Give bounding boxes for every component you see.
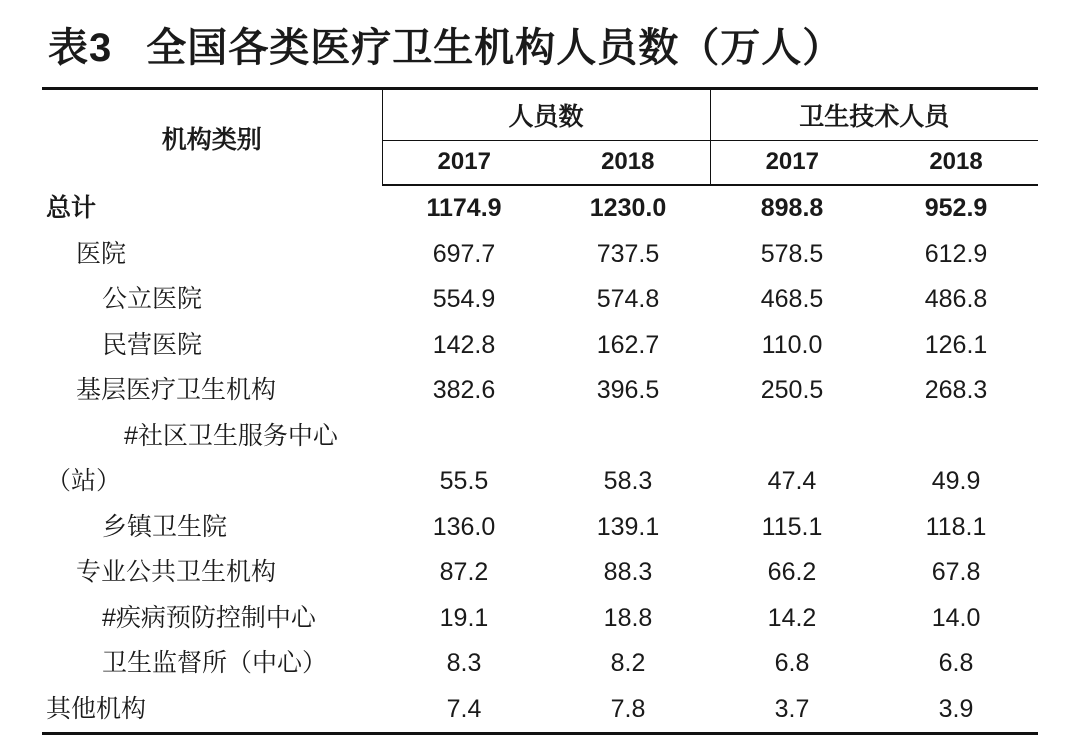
- row-label: 专业公共卫生机构: [76, 558, 277, 586]
- row-label: #疾病预防控制中心: [102, 603, 316, 632]
- cell-total-2018: 574.8: [596, 285, 660, 313]
- cell-total-2018: 8.2: [610, 649, 646, 677]
- cell-total-2017: 55.5: [439, 467, 489, 495]
- row-label: 民营医院: [102, 330, 203, 359]
- column-header-total-2018: 2018: [546, 141, 710, 186]
- cell-total-2017: 8.3: [446, 649, 482, 677]
- cell-total-2018: 88.3: [603, 558, 653, 586]
- cell-total-2018: 7.8: [546, 687, 710, 734]
- cell-tech-2018: 612.9: [924, 239, 988, 268]
- row-label: 卫生监督所（中心）: [102, 649, 328, 677]
- table-number: 表3: [48, 26, 113, 70]
- row-label: 乡镇卫生院: [102, 512, 228, 541]
- column-header-category: 机构类别: [42, 89, 382, 186]
- column-header-tech-2017: 2017: [710, 141, 874, 186]
- cell-tech-2017: 110.0: [761, 330, 823, 359]
- cell-tech-2018: 14.0: [931, 603, 981, 632]
- cell-total-2017: 382.6: [432, 376, 496, 404]
- cell-tech-2018: 67.8: [931, 558, 981, 586]
- column-header-tech-2018: 2018: [874, 141, 1038, 186]
- cell-total-2018: 162.7: [596, 330, 660, 359]
- column-header-total-2017: 2017: [382, 141, 546, 186]
- cell-tech-2017: [710, 414, 874, 460]
- cell-total-2017: [382, 414, 546, 460]
- cell-tech-2017: 578.5: [760, 239, 824, 268]
- cell-total-2017: 697.7: [432, 239, 496, 268]
- column-group-header-total-staff: 人员数: [382, 89, 710, 141]
- cell-total-2018: 396.5: [596, 376, 660, 404]
- cell-tech-2018: 952.9: [924, 194, 988, 222]
- cell-tech-2018: 268.3: [924, 376, 988, 404]
- table-body: [42, 185, 1038, 734]
- column-group-header-health-technicians: 卫生技术人员: [710, 89, 1038, 141]
- cell-tech-2018: 6.8: [938, 649, 974, 677]
- cell-tech-2017: 250.5: [760, 376, 824, 404]
- row-label: 医院: [76, 239, 127, 268]
- cell-total-2017: 136.0: [432, 512, 496, 541]
- cell-tech-2018: 3.9: [874, 687, 1038, 734]
- row-label: 公立医院: [102, 285, 203, 313]
- cell-tech-2017: 66.2: [767, 558, 817, 586]
- cell-tech-2018: [874, 414, 1038, 460]
- table-row: [42, 323, 1038, 369]
- table-row: [42, 368, 1038, 414]
- cell-total-2018: [546, 414, 710, 460]
- table-row: [42, 277, 1038, 323]
- cell-tech-2017: 3.7: [710, 687, 874, 734]
- cell-total-2018: 18.8: [603, 603, 653, 632]
- cell-tech-2018: 118.1: [925, 512, 987, 541]
- cell-total-2017: 1174.9: [426, 194, 502, 222]
- row-label: #社区卫生服务中心: [124, 421, 338, 450]
- table-row: [42, 232, 1038, 278]
- table-row: [42, 414, 1038, 460]
- table-head: [42, 89, 1038, 186]
- table-row: [42, 550, 1038, 596]
- row-label: 其他机构: [42, 687, 382, 734]
- table-row: [42, 459, 1038, 505]
- cell-tech-2018: 486.8: [924, 285, 988, 313]
- cell-total-2017: 554.9: [432, 285, 496, 313]
- table-row: [42, 641, 1038, 687]
- cell-tech-2017: 14.2: [767, 603, 817, 632]
- cell-total-2017: 7.4: [382, 687, 546, 734]
- cell-total-2018: 1230.0: [589, 194, 667, 222]
- table-title-text: 全国各类医疗卫生机构人员数（万人）: [146, 26, 844, 70]
- row-label: 总计: [46, 193, 97, 222]
- cell-tech-2018: 126.1: [924, 330, 988, 359]
- cell-total-2017: 19.1: [439, 603, 489, 632]
- table-row: [42, 185, 1038, 232]
- row-label: （站）: [46, 467, 122, 495]
- cell-total-2017: 87.2: [439, 558, 489, 586]
- cell-tech-2017: 898.8: [760, 194, 824, 222]
- row-label: 基层医疗卫生机构: [76, 376, 277, 404]
- statistics-table: [42, 87, 1038, 735]
- cell-tech-2018: 49.9: [931, 467, 981, 495]
- cell-tech-2017: 6.8: [774, 649, 810, 677]
- table-row: [42, 505, 1038, 551]
- table-row: [42, 687, 1038, 734]
- cell-tech-2017: 468.5: [760, 285, 824, 313]
- cell-tech-2017: 115.1: [761, 512, 823, 541]
- page-title: [42, 0, 1038, 73]
- cell-total-2018: 139.1: [596, 512, 660, 541]
- cell-total-2018: 737.5: [596, 239, 660, 268]
- header-group-row: [42, 89, 1038, 141]
- table-row: [42, 596, 1038, 642]
- cell-tech-2017: 47.4: [767, 467, 817, 495]
- cell-total-2017: 142.8: [432, 330, 496, 359]
- cell-total-2018: 58.3: [603, 467, 653, 495]
